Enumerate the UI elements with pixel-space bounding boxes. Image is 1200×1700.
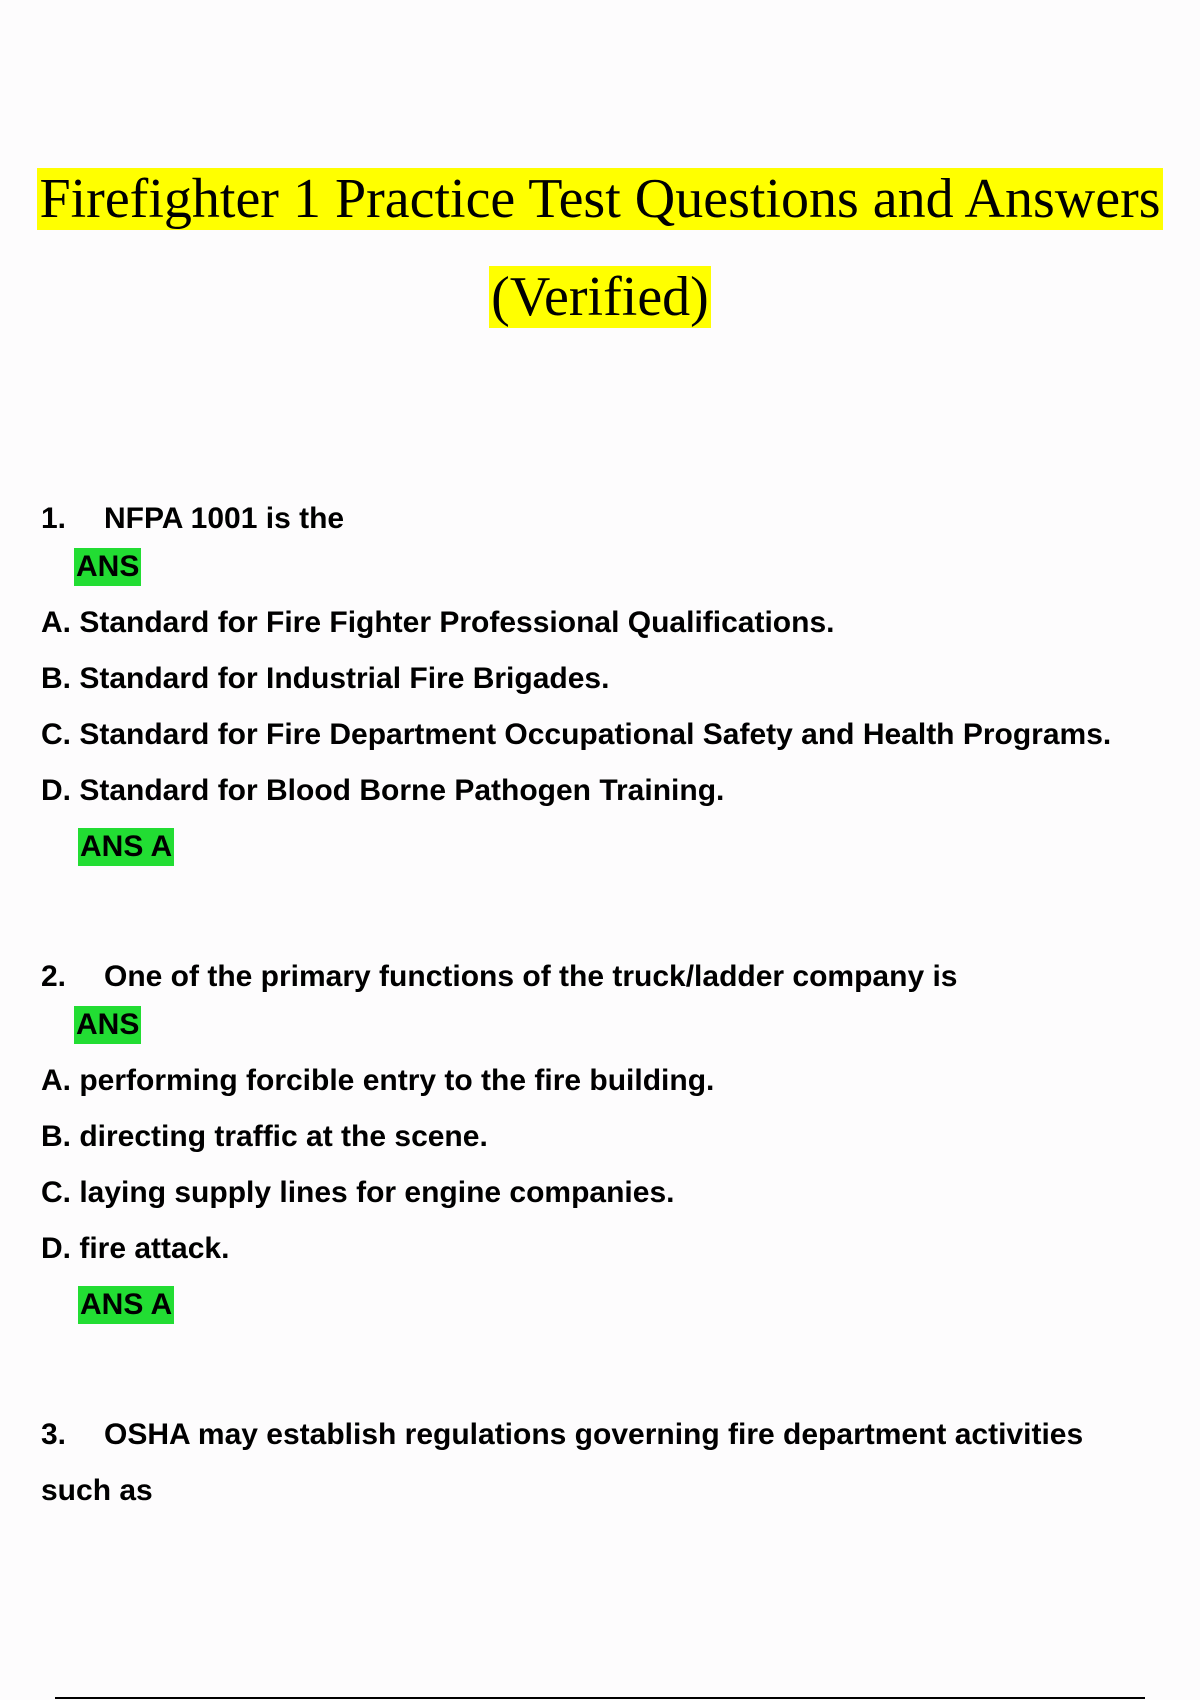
question-2	[41, 956, 1191, 1333]
title-line-1: Firefighter 1 Practice Test Questions and Answers	[39, 168, 1161, 230]
question-number: 3.	[41, 1418, 67, 1451]
answer-badge: ANS A	[78, 828, 174, 866]
ans-label: ANS	[74, 548, 141, 586]
page-bottom-rule	[55, 1697, 1145, 1699]
question-3	[41, 1414, 1191, 1511]
question-number: 2.	[41, 960, 67, 993]
answer-row	[41, 1277, 1191, 1333]
answer-label-row	[41, 997, 1191, 1053]
question-text: One of the primary functions of the truck/ladder company is	[104, 960, 958, 993]
title-line-2: (Verified)	[491, 266, 709, 328]
question-text-continued	[41, 1470, 1191, 1511]
option-d: D. Standard for Blood Borne Pathogen Training.	[41, 774, 725, 807]
option-c: C. laying supply lines for engine companies.	[41, 1176, 675, 1209]
answer-label-row	[41, 539, 1191, 595]
question-1	[41, 498, 1191, 875]
answer-badge: ANS A	[78, 1286, 174, 1324]
question-text: OSHA may establish regulations governing fire department activities	[104, 1418, 1084, 1451]
ans-label: ANS	[74, 1006, 141, 1044]
option-c: C. Standard for Fire Department Occupational Safety and Health Programs.	[41, 718, 1112, 751]
option-a: A. Standard for Fire Fighter Professional Qualifications.	[41, 606, 835, 639]
question-header	[41, 498, 1191, 539]
option-b: B. directing traffic at the scene.	[41, 1120, 488, 1153]
question-header	[41, 956, 1191, 997]
question-text-line-2: such as	[41, 1474, 153, 1507]
question-header	[41, 1414, 1191, 1455]
document-title	[0, 150, 1200, 346]
question-number: 1.	[41, 502, 67, 535]
option-b: B. Standard for Industrial Fire Brigades.	[41, 662, 610, 695]
option-a: A. performing forcible entry to the fire building.	[41, 1064, 715, 1097]
option-d: D. fire attack.	[41, 1232, 230, 1265]
question-text: NFPA 1001 is the	[104, 502, 345, 535]
answer-row	[41, 819, 1191, 875]
